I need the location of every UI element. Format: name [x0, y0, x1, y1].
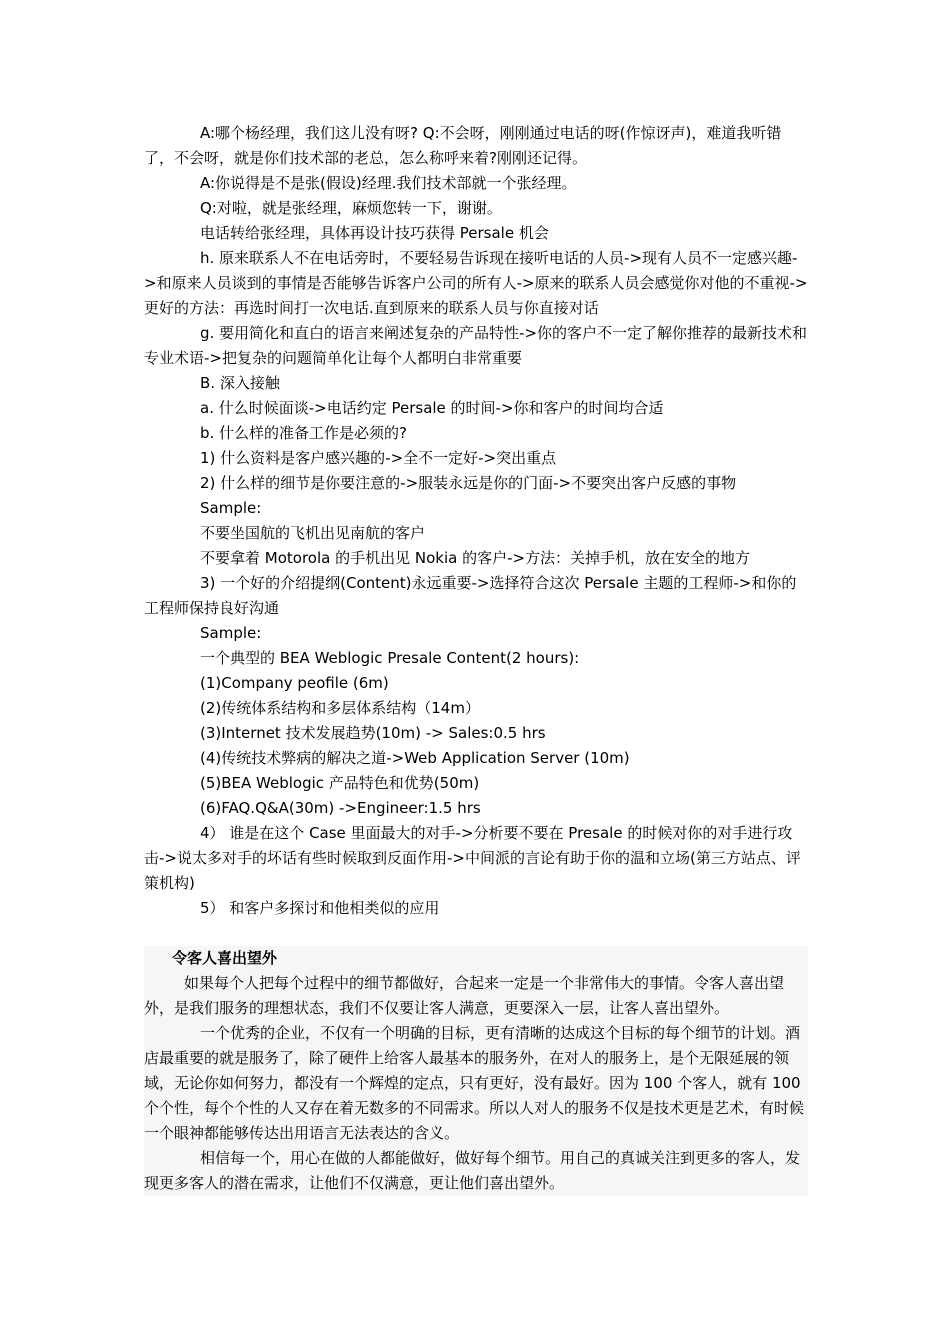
- paragraph: b. 什么样的准备工作是必须的?: [200, 424, 408, 442]
- paragraph: 3) 一个好的介绍提纲(Content)永远重要->选择符合这次 Persale 主题的工程师->和你的工程师保持良好沟通: [144, 574, 797, 617]
- paragraph: (6)FAQ.Q&A(30m) ->Engineer:1.5 hrs: [200, 799, 481, 817]
- document-body: [144, 121, 808, 1196]
- paragraph: 1) 什么资料是客户感兴趣的->全不一定好->突出重点: [200, 449, 557, 467]
- paragraph: g. 要用简化和直白的语言来阐述复杂的产品特性->你的客户不一定了解你推荐的最新技术和专业术语->把复杂的问题简单化让每个人都明白非常重要: [144, 324, 808, 367]
- paragraph: h. 原来联系人不在电话旁时，不要轻易告诉现在接听电话的人员->现有人员不一定感兴趣->和原来人员谈到的事情是否能够告诉客户公司的所有人->原来的联系人员会感觉你对他的不重视->更好的方法：再选时间打一次电话.直到原来的联系人员与你直接对话: [144, 249, 808, 317]
- paragraph: Sample:: [200, 624, 262, 642]
- paragraph: 相信每一个，用心在做的人都能做好，做好每个细节。用自己的真诚关注到更多的客人，发现更多客人的潜在需求，让他们不仅满意，更让他们喜出望外。: [144, 1149, 801, 1192]
- paragraph: 不要坐国航的飞机出见南航的客户: [200, 524, 426, 542]
- paragraph: 2) 什么样的细节是你要注意的->服装永远是你的门面->不要突出客户反感的事物: [200, 474, 737, 492]
- paragraph: (2)传统体系结构和多层体系结构（14m）: [200, 699, 480, 717]
- paragraph: Q:对啦，就是张经理，麻烦您转一下，谢谢。: [200, 199, 502, 217]
- paragraph: 4） 谁是在这个 Case 里面最大的对手->分析要不要在 Presale 的时候对你的对手进行攻击->说太多对手的坏话有些时候取到反面作用->中间派的言论有助于你的温和立场(第三方站点、评策机构): [144, 824, 801, 892]
- section: [144, 946, 808, 1196]
- paragraph: A:你说得是不是张(假设)经理.我们技术部就一个张经理。: [200, 174, 577, 192]
- paragraph: 一个优秀的企业，不仅有一个明确的目标，更有清晰的达成这个目标的每个细节的计划。酒店最重要的就是服务了，除了硬件上给客人最基本的服务外，在对人的服务上，是个无限延展的领域，无论你如何努力，都没有一个辉煌的定点，只有更好，没有最好。因为 100 个客人，就有 100 个个性，每个个性的人又存在着无数多的不同需求。所以人对人的服务不仅是技术更是艺术，有时候一个眼神都能够传达出用语言无法表达的含义。: [144, 1024, 805, 1142]
- paragraph: (3)Internet 技术发展趋势(10m) -> Sales:0.5 hrs: [200, 724, 546, 742]
- paragraph: a. 什么时候面谈->电话约定 Persale 的时间->你和客户的时间均合适: [200, 399, 664, 417]
- paragraph: (1)Company peofile (6m): [200, 674, 389, 692]
- paragraph: B. 深入接触: [200, 374, 280, 392]
- paragraph: 一个典型的 BEA Weblogic Presale Content(2 hours):: [200, 649, 580, 667]
- paragraph: 不要拿着 Motorola 的手机出见 Nokia 的客户->方法：关掉手机，放在安全的地方: [200, 549, 751, 567]
- paragraph: 如果每个人把每个过程中的细节都做好，合起来一定是一个非常伟大的事情。令客人喜出望外，是我们服务的理想状态，我们不仅要让客人满意，更要深入一层，让客人喜出望外。: [144, 974, 785, 1017]
- spacer: [144, 921, 808, 946]
- section-heading: 令客人喜出望外: [172, 949, 278, 967]
- paragraph: 电话转给张经理，具体再设计技巧获得 Persale 机会: [200, 224, 549, 242]
- paragraph: A:哪个杨经理，我们这儿没有呀? Q:不会呀，刚刚通过电话的呀(作惊讶声)，难道我听错了，不会呀，就是你们技术部的老总，怎么称呼来着?刚刚还记得。: [144, 124, 782, 167]
- paragraph: 5） 和客户多探讨和他相类似的应用: [200, 899, 440, 917]
- paragraph: Sample:: [200, 499, 262, 517]
- paragraph: (5)BEA Weblogic 产品特色和优势(50m): [200, 774, 480, 792]
- paragraph: (4)传统技术弊病的解决之道->Web Application Server (10m): [200, 749, 630, 767]
